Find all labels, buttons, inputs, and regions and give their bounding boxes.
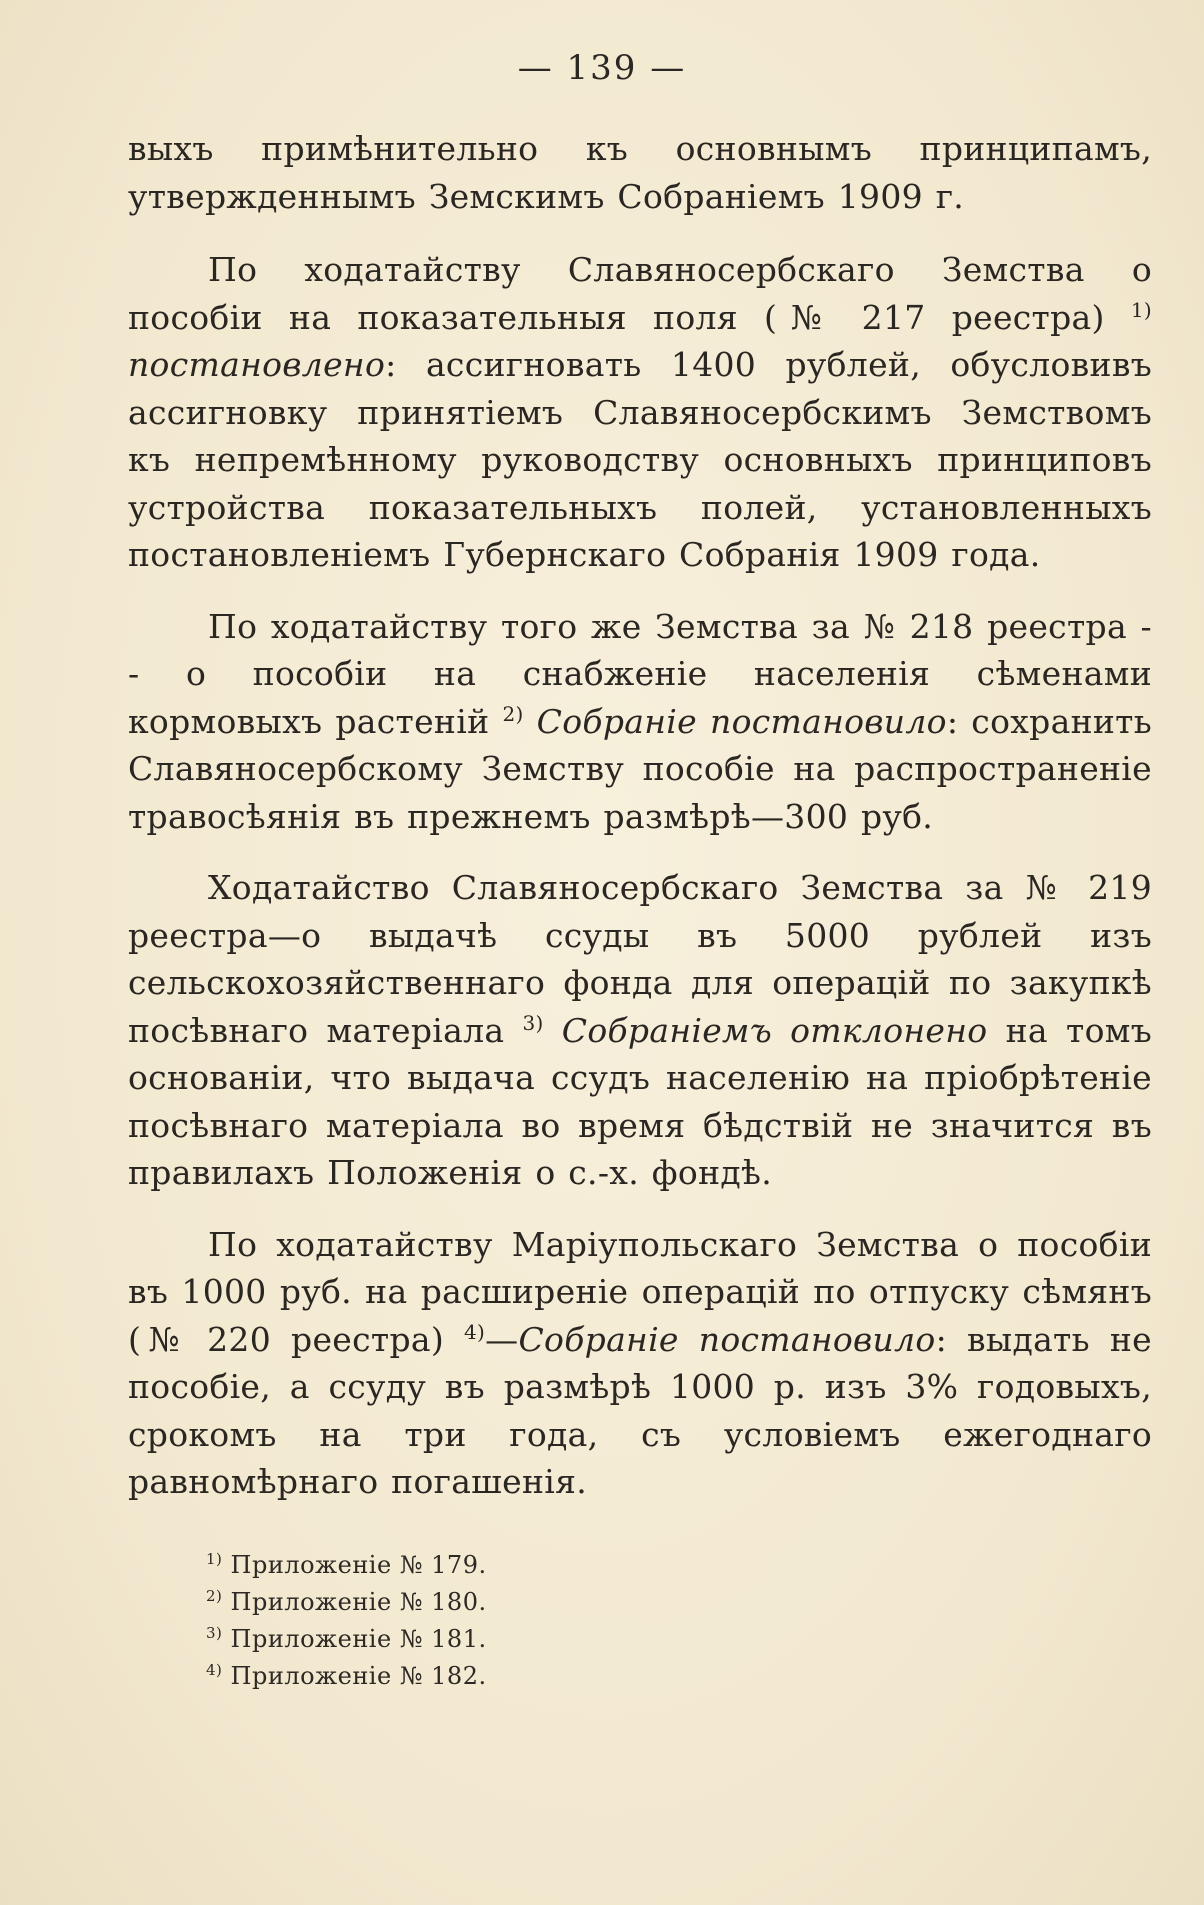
paragraph-text: : ассигновать 1400 рублей, обусловивъ ассигновку принятіемъ Славяносербскимъ Земствомъ къ непремѣнному руководству основныхъ принциповъ устройства показательныхъ полей, установленныхъ постановленіемъ Губернскаго Собранія 1909 года. [128,345,1152,574]
footnote-text: Приложеніе № 180. [230,1588,487,1616]
footnote-ref-3: 3) [522,1010,544,1035]
paragraph-text: По ходатайству Маріупольскаго Земства о пособіи въ 1000 руб. на расширеніе операцій по отпуску сѣмянъ (№ 220 реестра) [128,1224,1152,1359]
paragraph-5 [128,1221,1152,1506]
paragraph-1 [128,125,1152,220]
footnote-text: Приложеніе № 181. [230,1625,487,1653]
paragraph-3 [128,603,1152,841]
footnote-1 [206,1547,706,1584]
main-text [128,125,1152,1530]
paragraph-text: По ходатайству того же Земства за № 218 реестра - - о пособіи на снабженіе населенія сѣменами кормовыхъ растеній [128,606,1152,741]
paragraph-text: : выдать не пособіе, а ссуду въ размѣрѣ 1000 р. изъ 3% годовыхъ, срокомъ на три года, съ условіемъ ежегоднаго равномѣрнаго погашенія. [128,1319,1153,1501]
paragraph-text: По ходатайству Славяносербскаго Земства о пособіи на показательныя поля (№ 217 реестра) [128,250,1152,337]
footnote-mark: 1) [206,1550,223,1568]
paragraph-4 [128,864,1152,1197]
paragraph-text: Ходатайство Славяносербскаго Земства за № 219 реестра—о выдачѣ ссуды въ 5000 рублей изъ сельскохозяйственнаго фонда для операцій по закупкѣ посѣвнаго матеріала [128,868,1152,1050]
paragraph-text: выхъ примѣнительно къ основнымъ принципамъ, утвержденнымъ Земскимъ Собраніемъ 1909 г. [128,129,1152,216]
italic-decision: Собраніе постановило [536,701,947,741]
paragraph-text [544,1011,562,1050]
footnote-4 [206,1658,706,1695]
footnote-ref-2: 2) [502,701,524,726]
footnotes [206,1547,706,1695]
footnote-text: Приложеніе № 179. [230,1551,487,1579]
footnote-ref-1: 1) [1130,297,1152,322]
page-number: — 139 — [517,48,687,88]
footnote-2 [206,1584,706,1621]
paragraph-text [524,702,537,741]
italic-decision: Собраніе постановило [518,1319,936,1359]
footnote-3 [206,1621,706,1658]
paragraph-text: : сохранить Славяносербскому Земству пособіе на распространеніе травосѣянія въ прежнемъ размѣрѣ—300 руб. [128,701,1152,836]
paragraph-text: — [485,1319,519,1359]
footnote-text: Приложеніе № 182. [230,1662,487,1690]
footnote-mark: 4) [206,1661,223,1679]
paragraph-2 [128,246,1152,579]
italic-decision: Собраніемъ отклонено [561,1010,988,1050]
footnote-ref-4: 4) [464,1319,486,1344]
footnote-mark: 2) [206,1587,223,1605]
italic-decision: постановлено [128,345,386,384]
paragraph-text: на томъ основаніи, что выдача ссудъ населенію на пріобрѣтеніе посѣвнаго матеріала во время бѣдствій не значится въ правилахъ Положенія о с.-х. фондѣ. [128,1010,1153,1192]
footnote-mark: 3) [206,1624,223,1642]
